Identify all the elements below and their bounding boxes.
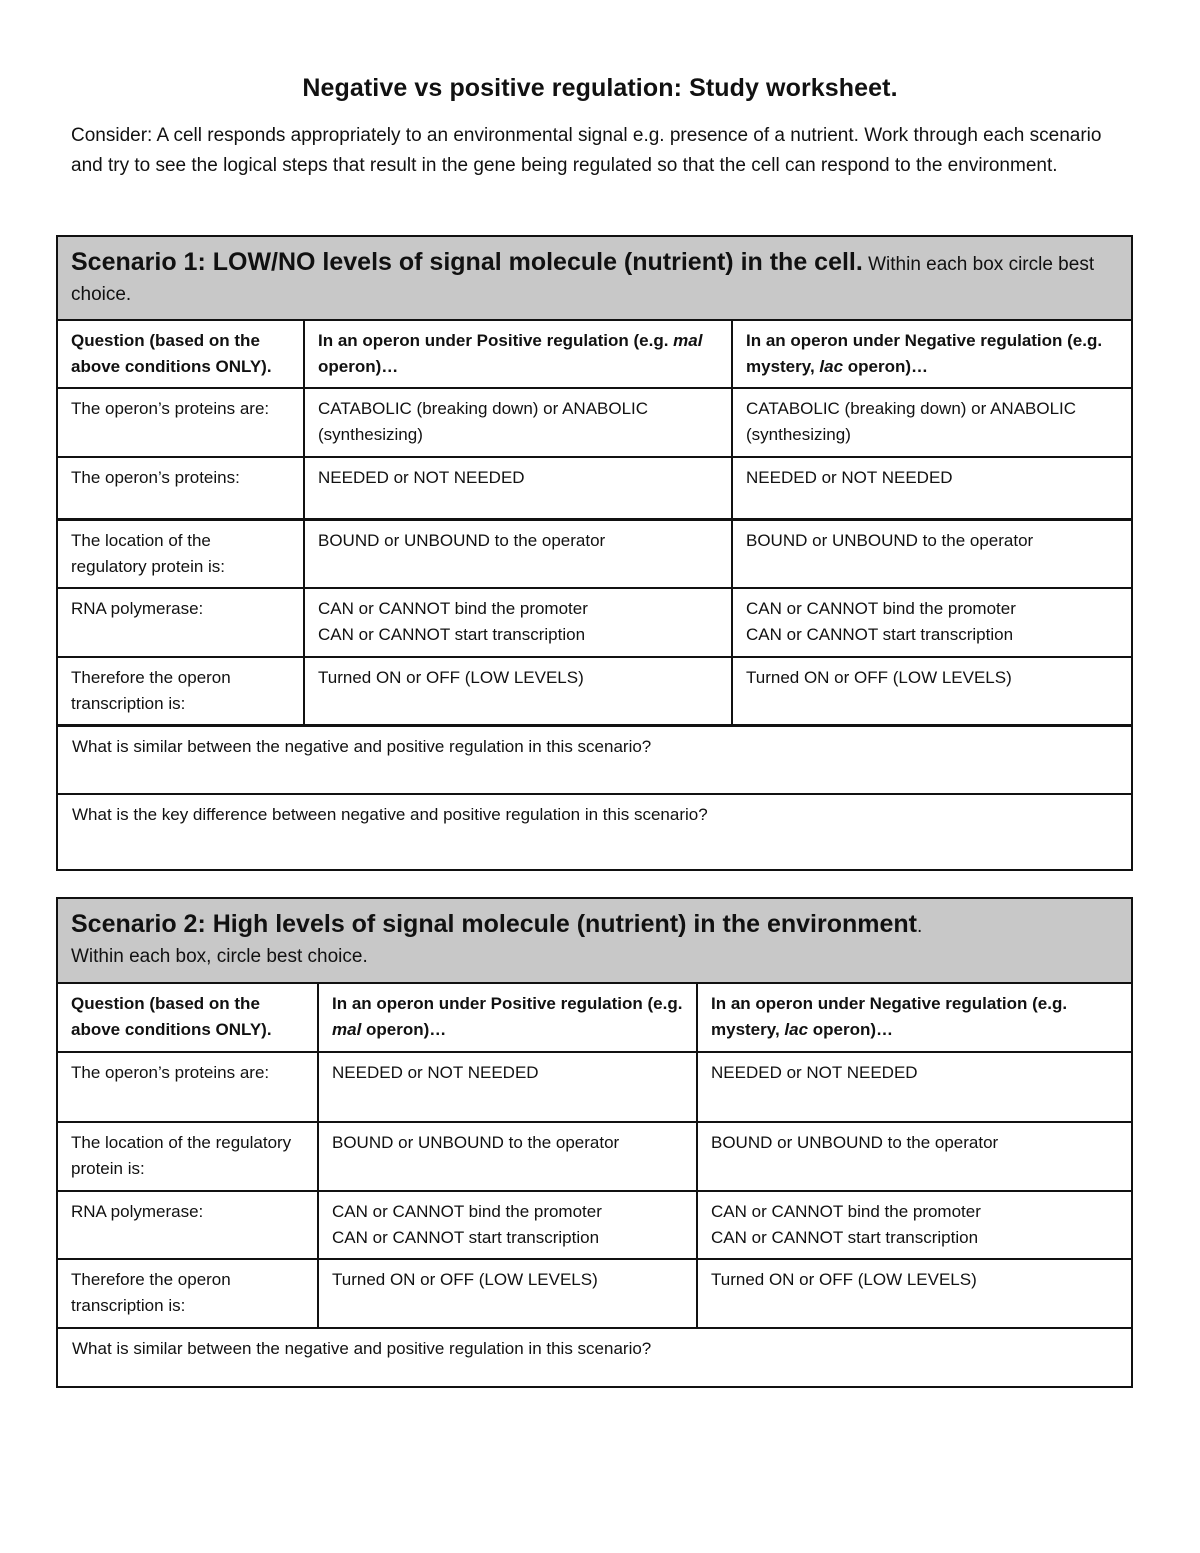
table-row bbox=[57, 1191, 1132, 1259]
scenario-1-title: Scenario 1: LOW/NO levels of signal molecule (nutrient) in the cell. bbox=[71, 248, 863, 276]
scenario-1-header-row bbox=[57, 236, 1132, 320]
positive-choice-cell[interactable]: NEEDED or NOT NEEDED bbox=[304, 457, 732, 519]
question-cell: RNA polymerase: bbox=[57, 1191, 318, 1259]
positive-choice-cell[interactable] bbox=[304, 588, 732, 657]
column-header-row bbox=[57, 320, 1132, 388]
scenario-2-table bbox=[56, 897, 1133, 1388]
choice-line: CAN or CANNOT start transcription bbox=[318, 625, 586, 644]
question-cell: The operon’s proteins are: bbox=[57, 1052, 318, 1122]
positive-choice-cell[interactable]: CATABOLIC (breaking down) or ANABOLIC (synthesizing) bbox=[304, 388, 732, 457]
question-cell: The operon’s proteins: bbox=[57, 457, 304, 519]
table-row bbox=[57, 1259, 1132, 1328]
scenario-1-table bbox=[56, 235, 1133, 871]
choice-line: CAN or CANNOT bind the promoter bbox=[711, 1202, 981, 1221]
negative-choice-cell[interactable]: Turned ON or OFF (LOW LEVELS) bbox=[732, 657, 1132, 725]
column-header-positive: In an operon under Positive regulation (e.g. mal operon)… bbox=[318, 983, 697, 1052]
similar-question-row bbox=[57, 725, 1132, 794]
negative-choice-cell[interactable]: NEEDED or NOT NEEDED bbox=[697, 1052, 1132, 1122]
question-cell: The operon’s proteins are: bbox=[57, 388, 304, 457]
column-header-negative: In an operon under Negative regulation (e.g. mystery, lac operon)… bbox=[732, 320, 1132, 388]
negative-choice-cell[interactable] bbox=[697, 1191, 1132, 1259]
choice-line: CAN or CANNOT start transcription bbox=[711, 1228, 979, 1247]
question-cell: The location of the regulatory protein is: bbox=[57, 519, 304, 588]
similar-question-cell[interactable]: What is similar between the negative and positive regulation in this scenario? bbox=[57, 725, 1132, 794]
column-header-row bbox=[57, 983, 1132, 1052]
similar-question-cell[interactable]: What is similar between the negative and positive regulation in this scenario? bbox=[57, 1328, 1132, 1387]
intro-paragraph: Consider: A cell responds appropriately to an environmental signal e.g. presence of a nutrient. Work through each scenario and try to see the logical steps that result in the gene being regulated so that the cell can respond to the environment. bbox=[71, 125, 1102, 176]
choice-line: CAN or CANNOT bind the promoter bbox=[332, 1202, 602, 1221]
positive-choice-cell[interactable]: BOUND or UNBOUND to the operator bbox=[318, 1122, 697, 1191]
table-row bbox=[57, 588, 1132, 657]
table-row bbox=[57, 519, 1132, 588]
positive-choice-cell[interactable]: BOUND or UNBOUND to the operator bbox=[304, 519, 732, 588]
choice-line: CAN or CANNOT bind the promoter bbox=[318, 599, 588, 618]
negative-choice-cell[interactable]: NEEDED or NOT NEEDED bbox=[732, 457, 1132, 519]
negative-choice-cell[interactable]: BOUND or UNBOUND to the operator bbox=[697, 1122, 1132, 1191]
negative-choice-cell[interactable] bbox=[732, 588, 1132, 657]
scenario-2-title: Scenario 2: High levels of signal molecule (nutrient) in the environment bbox=[71, 910, 917, 938]
column-header-question: Question (based on the above conditions ONLY). bbox=[57, 983, 318, 1052]
table-row bbox=[57, 457, 1132, 519]
positive-choice-cell[interactable]: Turned ON or OFF (LOW LEVELS) bbox=[318, 1259, 697, 1328]
table-row bbox=[57, 388, 1132, 457]
scenario-2-instruction: Within each box, circle best choice. bbox=[71, 946, 368, 967]
choice-line: CAN or CANNOT start transcription bbox=[332, 1228, 600, 1247]
column-header-positive: In an operon under Positive regulation (e.g. mal operon)… bbox=[304, 320, 732, 388]
choice-line: CAN or CANNOT start transcription bbox=[746, 625, 1014, 644]
negative-choice-cell[interactable]: Turned ON or OFF (LOW LEVELS) bbox=[697, 1259, 1132, 1328]
question-cell: The location of the regulatory protein is: bbox=[57, 1122, 318, 1191]
table-row bbox=[57, 1122, 1132, 1191]
question-cell: Therefore the operon transcription is: bbox=[57, 1259, 318, 1328]
negative-choice-cell[interactable]: BOUND or UNBOUND to the operator bbox=[732, 519, 1132, 588]
difference-question-cell[interactable]: What is the key difference between negative and positive regulation in this scenario? bbox=[57, 794, 1132, 870]
column-header-question: Question (based on the above conditions ONLY). bbox=[57, 320, 304, 388]
table-row bbox=[57, 657, 1132, 725]
question-cell: Therefore the operon transcription is: bbox=[57, 657, 304, 725]
question-cell: RNA polymerase: bbox=[57, 588, 304, 657]
scenario-2-header: Scenario 2: High levels of signal molecule (nutrient) in the environment. Within each box, circle best choice. bbox=[57, 898, 1132, 983]
similar-question-row bbox=[57, 1328, 1132, 1387]
positive-choice-cell[interactable] bbox=[318, 1191, 697, 1259]
positive-choice-cell[interactable]: Turned ON or OFF (LOW LEVELS) bbox=[304, 657, 732, 725]
difference-question-row bbox=[57, 794, 1132, 870]
column-header-negative: In an operon under Negative regulation (e.g. mystery, lac operon)… bbox=[697, 983, 1132, 1052]
scenario-1-header bbox=[57, 236, 1132, 320]
positive-choice-cell[interactable]: NEEDED or NOT NEEDED bbox=[318, 1052, 697, 1122]
scenario-1-instruction: Within each box circle best choice. bbox=[71, 254, 1095, 305]
negative-choice-cell[interactable]: CATABOLIC (breaking down) or ANABOLIC (synthesizing) bbox=[732, 388, 1132, 457]
choice-line: CAN or CANNOT bind the promoter bbox=[746, 599, 1016, 618]
table-row bbox=[57, 1052, 1132, 1122]
page-title: Negative vs positive regulation: Study worksheet. bbox=[302, 74, 898, 102]
scenario-2-header-row bbox=[57, 898, 1132, 983]
